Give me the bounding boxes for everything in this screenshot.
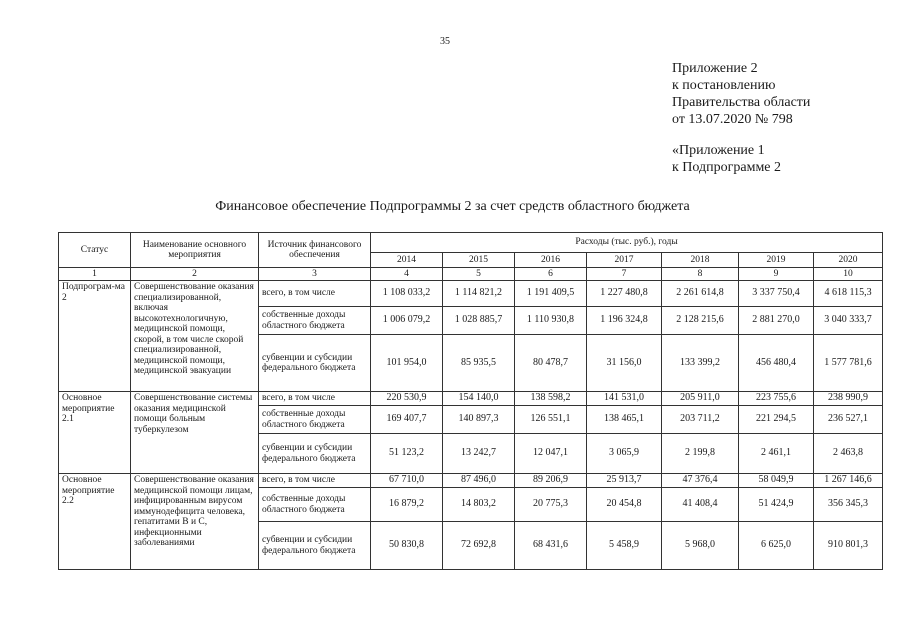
row-source: субвенции и субсидии федерального бюджета <box>259 522 371 570</box>
column-index: 6 <box>515 268 587 281</box>
value-cell: 221 294,5 <box>739 406 814 434</box>
value-cell: 58 049,9 <box>739 474 814 488</box>
value-cell: 3 065,9 <box>587 434 662 474</box>
value-cell: 13 242,7 <box>443 434 515 474</box>
financing-table <box>58 232 883 570</box>
header-year: 2014 <box>371 253 443 268</box>
value-cell: 205 911,0 <box>662 392 739 406</box>
value-cell: 1 267 146,6 <box>814 474 883 488</box>
column-index: 9 <box>739 268 814 281</box>
value-cell: 16 879,2 <box>371 488 443 522</box>
value-cell: 1 114 821,2 <box>443 281 515 307</box>
page-number: 35 <box>440 36 450 47</box>
value-cell: 51 424,9 <box>739 488 814 522</box>
row-activity-name: Совершенствование системы оказания медицинской помощи больным туберкулезом <box>131 392 259 474</box>
value-cell: 2 461,1 <box>739 434 814 474</box>
header-source: Источник финансового обеспечения <box>259 233 371 268</box>
value-cell: 2 199,8 <box>662 434 739 474</box>
value-cell: 85 935,5 <box>443 335 515 392</box>
row-status: Подпрограм-ма 2 <box>59 281 131 392</box>
value-cell: 910 801,3 <box>814 522 883 570</box>
table-row <box>59 281 883 307</box>
value-cell: 6 625,0 <box>739 522 814 570</box>
value-cell: 220 530,9 <box>371 392 443 406</box>
header-year: 2017 <box>587 253 662 268</box>
row-source: субвенции и субсидии федерального бюджета <box>259 335 371 392</box>
value-cell: 68 431,6 <box>515 522 587 570</box>
header-year: 2020 <box>814 253 883 268</box>
row-activity-name: Совершенствование оказания специализированной, включая высокотехнологичную, медицинской помощи, скорой, в том числе скорой специализированной, медицинской помощи, медицинской эвакуации <box>131 281 259 392</box>
value-cell: 3 040 333,7 <box>814 307 883 335</box>
column-index: 8 <box>662 268 739 281</box>
value-cell: 47 376,4 <box>662 474 739 488</box>
row-status: Основное мероприятие 2.2 <box>59 474 131 570</box>
value-cell: 80 478,7 <box>515 335 587 392</box>
value-cell: 12 047,1 <box>515 434 587 474</box>
value-cell: 1 191 409,5 <box>515 281 587 307</box>
row-status: Основное мероприятие 2.1 <box>59 392 131 474</box>
appendix-line: Правительства области <box>672 95 811 110</box>
column-index: 1 <box>59 268 131 281</box>
row-source: всего, в том числе <box>259 281 371 307</box>
header-year: 2016 <box>515 253 587 268</box>
column-index: 5 <box>443 268 515 281</box>
value-cell: 31 156,0 <box>587 335 662 392</box>
value-cell: 138 598,2 <box>515 392 587 406</box>
value-cell: 140 897,3 <box>443 406 515 434</box>
value-cell: 5 458,9 <box>587 522 662 570</box>
header-year: 2018 <box>662 253 739 268</box>
column-index: 7 <box>587 268 662 281</box>
value-cell: 20 775,3 <box>515 488 587 522</box>
value-cell: 169 407,7 <box>371 406 443 434</box>
value-cell: 2 463,8 <box>814 434 883 474</box>
value-cell: 141 531,0 <box>587 392 662 406</box>
value-cell: 14 803,2 <box>443 488 515 522</box>
row-source: всего, в том числе <box>259 474 371 488</box>
column-index: 10 <box>814 268 883 281</box>
appendix-line: «Приложение 1 <box>672 143 765 158</box>
value-cell: 236 527,1 <box>814 406 883 434</box>
appendix-block <box>672 60 810 176</box>
value-cell: 41 408,4 <box>662 488 739 522</box>
value-cell: 1 577 781,6 <box>814 335 883 392</box>
appendix-line: Приложение 2 <box>672 61 758 76</box>
value-cell: 138 465,1 <box>587 406 662 434</box>
value-cell: 67 710,0 <box>371 474 443 488</box>
value-cell: 1 006 079,2 <box>371 307 443 335</box>
value-cell: 2 261 614,8 <box>662 281 739 307</box>
header-status: Статус <box>59 233 131 268</box>
value-cell: 25 913,7 <box>587 474 662 488</box>
appendix-line: от 13.07.2020 № 798 <box>672 112 793 127</box>
header-year: 2019 <box>739 253 814 268</box>
value-cell: 2 881 270,0 <box>739 307 814 335</box>
value-cell: 87 496,0 <box>443 474 515 488</box>
value-cell: 101 954,0 <box>371 335 443 392</box>
row-source: собственные доходы областного бюджета <box>259 406 371 434</box>
value-cell: 1 227 480,8 <box>587 281 662 307</box>
value-cell: 89 206,9 <box>515 474 587 488</box>
value-cell: 2 128 215,6 <box>662 307 739 335</box>
value-cell: 1 028 885,7 <box>443 307 515 335</box>
value-cell: 5 968,0 <box>662 522 739 570</box>
value-cell: 356 345,3 <box>814 488 883 522</box>
value-cell: 3 337 750,4 <box>739 281 814 307</box>
value-cell: 50 830,8 <box>371 522 443 570</box>
value-cell: 223 755,6 <box>739 392 814 406</box>
row-source: субвенции и субсидии федерального бюджета <box>259 434 371 474</box>
column-index: 3 <box>259 268 371 281</box>
value-cell: 238 990,9 <box>814 392 883 406</box>
value-cell: 1 196 324,8 <box>587 307 662 335</box>
document-title: Финансовое обеспечение Подпрограммы 2 за счет средств областного бюджета <box>215 199 690 214</box>
header-expenses: Расходы (тыс. руб.), годы <box>371 233 883 253</box>
value-cell: 72 692,8 <box>443 522 515 570</box>
header-name: Наименование основного мероприятия <box>131 233 259 268</box>
value-cell: 203 711,2 <box>662 406 739 434</box>
value-cell: 51 123,2 <box>371 434 443 474</box>
table-row <box>59 474 883 488</box>
appendix-line: к постановлению <box>672 78 776 93</box>
value-cell: 1 110 930,8 <box>515 307 587 335</box>
value-cell: 154 140,0 <box>443 392 515 406</box>
appendix-line: к Подпрограмме 2 <box>672 160 782 175</box>
row-source: собственные доходы областного бюджета <box>259 488 371 522</box>
column-index: 4 <box>371 268 443 281</box>
value-cell: 126 551,1 <box>515 406 587 434</box>
table-row <box>59 392 883 406</box>
value-cell: 456 480,4 <box>739 335 814 392</box>
header-year: 2015 <box>443 253 515 268</box>
row-source: всего, в том числе <box>259 392 371 406</box>
column-index: 2 <box>131 268 259 281</box>
row-activity-name: Совершенствование оказания медицинской помощи лицам, инфицированным вирусом иммунодефицита человека, гепатитами В и С, инфекционными заболеваниями <box>131 474 259 570</box>
value-cell: 20 454,8 <box>587 488 662 522</box>
value-cell: 133 399,2 <box>662 335 739 392</box>
value-cell: 1 108 033,2 <box>371 281 443 307</box>
row-source: собственные доходы областного бюджета <box>259 307 371 335</box>
value-cell: 4 618 115,3 <box>814 281 883 307</box>
